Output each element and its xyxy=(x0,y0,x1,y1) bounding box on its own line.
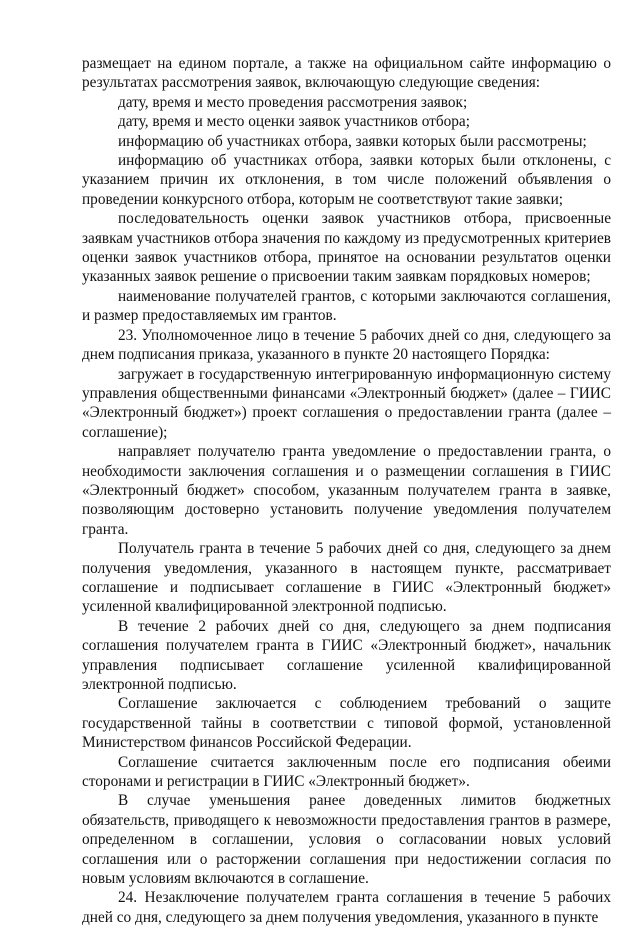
document-page xyxy=(82,54,611,927)
paragraph-send-notice: направляет получателю гранта уведомление о предоставлении гранта, о необходимости заключения соглашения и о размещении соглашения в ГИИС «Электронный бюджет» способом, указанным получателем гранта в заявке, позволяющим достоверно установить получение уведомления получателем гранта. xyxy=(82,443,611,538)
paragraph-head-signs: В течение 2 рабочих дней со дня, следующего за днем подписания соглашения получателем гранта в ГИИС «Электронный бюджет», начальник управления подписывает соглашение усиленной квалифицированной электронной подписью. xyxy=(82,617,611,693)
paragraph-review-date: дату, время и место проведения рассмотрения заявок; xyxy=(118,93,468,111)
paragraph-clause-24: 24. Незаключение получателем гранта соглашения в течение 5 рабочих дней со дня, следующего за днем получения уведомления, указанного в пункте xyxy=(82,889,611,926)
paragraph-upload-draft: загружает в государственную интегрированную информационную систему управления общественными финансами «Электронный бюджет» (далее – ГИИС «Электронный бюджет») проект соглашения о предоставлении гранта (далее – соглашение); xyxy=(82,365,611,441)
paragraph-state-secret: Соглашение заключается с соблюдением требований о защите государственной тайны в соответствии с типовой формой, установленной Министерством финансов Российской Федерации. xyxy=(82,695,611,752)
paragraph-agreement-concluded: Соглашение считается заключенным после его подписания обеими сторонами и регистрации в ГИИС «Электронный бюджет». xyxy=(82,753,611,791)
paragraph-grant-recipients: наименование получателей грантов, с которыми заключаются соглашения, и размер предоставляемых им грантов. xyxy=(82,287,611,325)
paragraph-recipient-signs: Получатель гранта в течение 5 рабочих дней со дня, следующего за днем получения уведомления, указанного в настоящем пункте, рассматривает соглашение и подписывает соглашение в ГИИС «Электронный бюджет» усиленной квалифицированной электронной подписью. xyxy=(82,540,611,616)
paragraph-results-info: размещает на едином портале, а также на официальном сайте информацию о результатах рассмотрения заявок, включающую следующие сведения: xyxy=(82,55,611,92)
paragraph-evaluation-date: дату, время и место оценки заявок участников отбора; xyxy=(118,113,470,131)
paragraph-clause-23: 23. Уполномоченное лицо в течение 5 рабочих дней со дня, следующего за днем подписания приказа, указанного в пункте 20 настоящего Порядка: xyxy=(82,326,611,364)
paragraph-reviewed-participants: информацию об участниках отбора, заявки которых были рассмотрены; xyxy=(118,132,587,150)
paragraph-evaluation-sequence: последовательность оценки заявок участников отбора, присвоенные заявкам участников отбора значения по каждому из предусмотренных критериев оценки заявок участников отбора, принятое на основании результатов оценки указанных заявок решение о присвоении таким заявкам порядковых номеров; xyxy=(82,210,611,286)
paragraph-limits-reduction: В случае уменьшения ранее доведенных лимитов бюджетных обязательств, приводящего к невозможности предоставления грантов в размере, определенном в соглашении, условия о согласовании новых условий соглашения или о расторжении соглашения при недостижении согласия по новым условиям включаются в соглашение. xyxy=(82,792,611,888)
paragraph-rejected-participants: информацию об участниках отбора, заявки которых были отклонены, с указанием причин их отклонения, в том числе положений объявления о проведении конкурсного отбора, которым не соответствуют такие заявки; xyxy=(82,152,611,208)
